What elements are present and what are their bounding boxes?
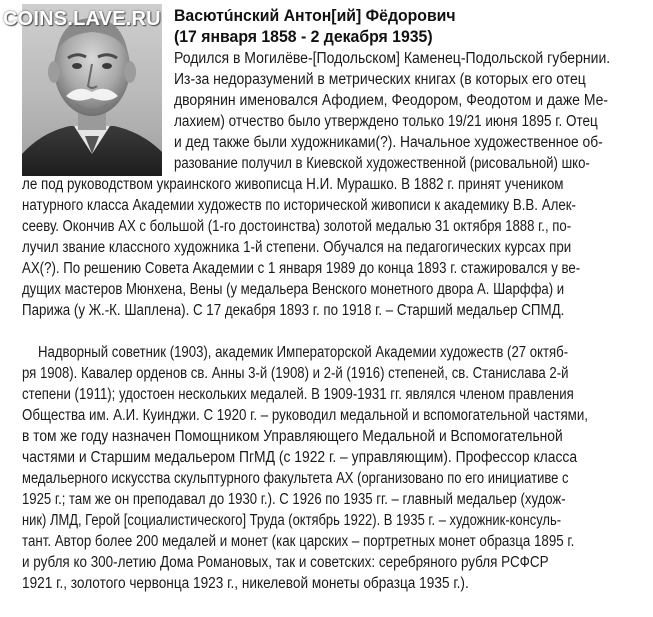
text-line: Парижа (у Ж.-К. Шаплена). С 17 декабря 1893 г. по 1918 г. – Старший медальер СПМД. <box>22 302 565 319</box>
text-line: Надворный советник (1903), академик Императорской Академии художеств (27 октяб- <box>38 344 569 361</box>
text-line: и дед также были художниками(?). Начальное художественное об- <box>174 134 603 151</box>
text-line: разование получил в Киевской художественной (рисовальной) шко- <box>174 155 590 172</box>
text-line: АХ(?). По решению Совета Академии с 1 января 1989 до конца 1893 г. стажировался у ве- <box>22 260 581 277</box>
text-line: в том же году назначен Помощником Управляющего Медальной и Вспомогательной <box>22 428 563 445</box>
text-line: медальерного искусства скульптурного факультета АХ (организовано по его инициативе с <box>22 470 569 487</box>
text-line: дущих мастеров Мюнхена, Вены (у медальера Венского монетного двора А. Шарффа) и <box>22 281 565 298</box>
text-line: ря 1908). Кавалер орденов св. Анны 3-й (1908) и 2-й (1916) степеней, св. Станислава 2-й <box>22 365 569 382</box>
text-line: степени (1911); удостоен нескольких медалей. В 1909-1931 гг. являлся членом правления <box>22 386 574 403</box>
text-line: ник) ЛМД, Герой [социалистического] Труда (октябрь 1922). В 1935 г. – художник-консуль- <box>22 512 562 529</box>
text-line: частями и Старшим медальером ПгМД (с 1922 г. – управляющим). Профессор класса <box>22 449 578 466</box>
text-line: и рубля ко 300-летию Дома Романовых, так и советских: серебряного рубля РСФСР <box>22 554 549 571</box>
text-line: натурного класса Академии художеств по исторической живописи к академику В.В. Алек- <box>22 197 576 214</box>
text-line: 1921 г., золотого червонца 1923 г., никелевой монеты образца 1935 г.). <box>22 575 469 592</box>
text-line: лахием) отчество было утверждено только 19/21 июня 1895 г. Отец <box>174 113 598 130</box>
text-line: сееву. Окончив АХ с большой (1-го достоинства) золотой медалью 31 октября 1888 г., по- <box>22 218 572 235</box>
text-line: Родился в Могилёве-[Подольском] Каменец-Подольской губернии. <box>174 50 611 67</box>
person-life-dates: (17 января 1858 - 2 декабря 1935) <box>174 27 433 46</box>
person-name-heading: Васютúнский Антон[ий] Фёдорович <box>174 6 456 25</box>
text-line: Из-за недоразумений в метрических книгах (в которых его отец <box>174 71 586 88</box>
text-line: ле под руководством украинского живописца Н.И. Мурашко. В 1882 г. принят учеником <box>22 176 564 193</box>
text-line: лучил звание классного художника 1-й степени. Обучался на педагогических курсах при <box>22 239 572 256</box>
text-line: Общества им. А.И. Куинджи. С 1920 г. – руководил медальной и вспомогательной частями, <box>22 407 588 424</box>
text-line: дворянин именовался Афодием, Феодором, Феодотом и даже Ме- <box>174 92 609 109</box>
text-line: тант. Автор более 200 медалей и монет (как царских – портретных монет образца 1895 г. <box>22 533 575 550</box>
text-line: 1925 г.; там же он преподавал до 1930 г.). С 1926 по 1935 гг. – главный медальер (худож- <box>22 491 566 508</box>
watermark-text: COINS.LAVE.RU <box>3 8 161 30</box>
